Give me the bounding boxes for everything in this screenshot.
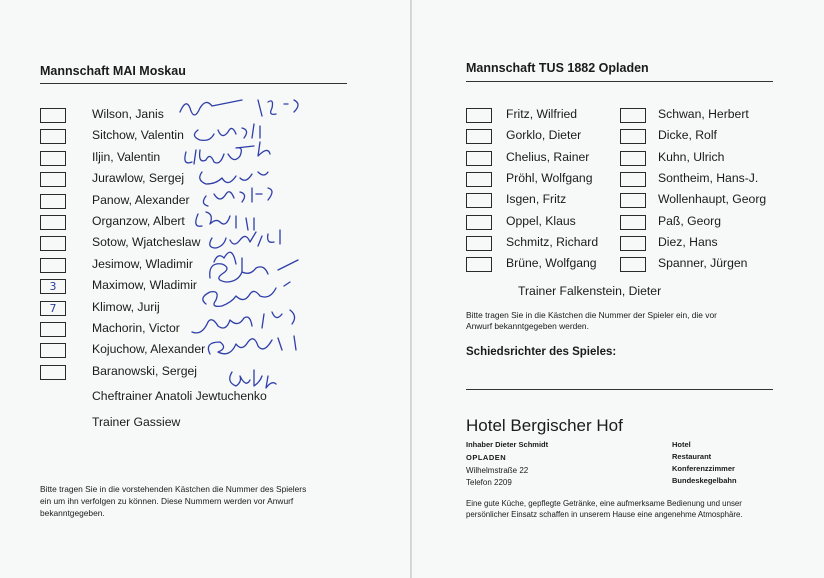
hotel-owner: Inhaber Dieter Schmidt bbox=[466, 440, 549, 449]
hotel-slogan-line: Eine gute Küche, gepflegte Getränke, eine aufmerksame Bedienung und unser bbox=[466, 499, 742, 508]
player-name: Kojuchow, Alexander bbox=[92, 342, 206, 357]
right-note-line: Bitte tragen Sie in die Kästchen die Nummer der Spieler ein, die vor bbox=[466, 310, 717, 320]
number-box bbox=[620, 257, 646, 272]
right-note-line: Anwurf bekanntgegeben werden. bbox=[466, 321, 589, 331]
center-fold bbox=[410, 0, 412, 578]
number-box bbox=[40, 108, 66, 123]
hotel-street: Wilhelmstraße 22 bbox=[466, 466, 529, 475]
player-name: Jesimow, Wladimir bbox=[92, 256, 193, 271]
number-box bbox=[40, 215, 66, 230]
number-box bbox=[466, 236, 492, 251]
player-name: Sontheim, Hans-J. bbox=[658, 170, 759, 185]
player-name: Wilson, Janis bbox=[92, 107, 164, 121]
player-name: Oppel, Klaus bbox=[506, 213, 576, 228]
hotel-phone: Telefon 2209 bbox=[466, 478, 512, 487]
number-box bbox=[620, 193, 646, 208]
player-name: Baranowski, Sergej bbox=[92, 363, 197, 378]
hotel-service: Restaurant bbox=[672, 452, 712, 461]
number-box bbox=[466, 129, 492, 144]
player-name: Chelius, Rainer bbox=[506, 149, 590, 164]
number-box bbox=[620, 172, 646, 187]
player-name: Iljin, Valentin bbox=[92, 149, 161, 164]
player-number: 3 bbox=[49, 280, 57, 294]
number-box bbox=[466, 257, 492, 272]
number-box bbox=[40, 129, 66, 144]
number-box bbox=[466, 193, 492, 208]
number-box bbox=[466, 108, 492, 123]
number-box bbox=[40, 322, 66, 337]
player-name: Spanner, Jürgen bbox=[658, 256, 748, 271]
player-name: Wollenhaupt, Georg bbox=[658, 192, 767, 207]
player-name: Schwan, Herbert bbox=[658, 107, 749, 121]
number-box bbox=[620, 236, 646, 251]
number-box bbox=[620, 129, 646, 144]
player-name: Schmitz, Richard bbox=[506, 234, 599, 249]
player-name: Fritz, Wilfried bbox=[506, 107, 578, 121]
number-box bbox=[40, 258, 66, 273]
left-note-line: ein um ihn verfolgen zu können. Diese Nummern werden vor Anwurf bbox=[40, 496, 294, 506]
left-cheftrainer: Cheftrainer Anatoli Jewtuchenko bbox=[92, 389, 267, 403]
player-name: Maximow, Wladimir bbox=[92, 278, 197, 293]
referee-label: Schiedsrichter des Spieles: bbox=[466, 346, 617, 358]
number-box bbox=[466, 151, 492, 166]
hotel-name: Hotel Bergischer Hof bbox=[466, 416, 623, 435]
player-number: 7 bbox=[49, 301, 57, 315]
hotel-service: Hotel bbox=[672, 440, 691, 449]
player-name: Klimow, Jurij bbox=[92, 299, 160, 314]
player-name: Gorklo, Dieter bbox=[506, 128, 582, 143]
player-name: Brüne, Wolfgang bbox=[506, 256, 597, 271]
player-name: Kuhn, Ulrich bbox=[658, 149, 725, 164]
player-name: Isgen, Fritz bbox=[506, 192, 567, 207]
player-name: Sotow, Wjatcheslaw bbox=[92, 235, 201, 250]
left-title-rule bbox=[40, 83, 347, 84]
player-name: Paß, Georg bbox=[658, 213, 721, 228]
left-note-line: Bitte tragen Sie in die vorstehenden Kästchen die Nummer des Spielers bbox=[40, 484, 307, 494]
player-name: Machorin, Victor bbox=[92, 321, 180, 335]
right-team-title: Mannschaft TUS 1882 Opladen bbox=[466, 61, 649, 75]
player-name: Pröhl, Wolfgang bbox=[506, 170, 593, 185]
player-name: Panow, Alexander bbox=[92, 192, 190, 207]
number-box bbox=[40, 236, 66, 251]
hotel-city: OPLADEN bbox=[466, 453, 507, 462]
number-box bbox=[40, 343, 66, 358]
right-title-rule bbox=[466, 81, 773, 82]
number-box bbox=[40, 194, 66, 209]
hotel-slogan-line: persönlicher Einsatz schaffen in unserem Hause eine angenehme Atmosphäre. bbox=[466, 510, 743, 519]
player-name: Jurawlow, Sergej bbox=[92, 171, 185, 186]
number-box bbox=[40, 172, 66, 187]
number-box bbox=[620, 108, 646, 123]
left-team-title: Mannschaft MAI Moskau bbox=[40, 64, 186, 78]
referee-line bbox=[466, 389, 773, 390]
player-name: Diez, Hans bbox=[658, 234, 718, 249]
hotel-service: Konferenzzimmer bbox=[672, 464, 735, 473]
hotel-service: Bundeskegelbahn bbox=[672, 476, 737, 485]
player-name: Organzow, Albert bbox=[92, 214, 185, 228]
number-box bbox=[466, 215, 492, 230]
player-name: Sitchow, Valentin bbox=[92, 128, 184, 143]
right-trainer: Trainer Falkenstein, Dieter bbox=[518, 284, 662, 298]
number-box bbox=[40, 365, 66, 380]
number-box bbox=[620, 151, 646, 166]
left-trainer: Trainer Gassiew bbox=[92, 415, 181, 429]
number-box bbox=[466, 172, 492, 187]
number-box bbox=[40, 151, 66, 166]
player-name: Dicke, Rolf bbox=[658, 128, 717, 143]
left-note-line: bekanntgegeben. bbox=[40, 508, 105, 518]
number-box bbox=[620, 215, 646, 230]
